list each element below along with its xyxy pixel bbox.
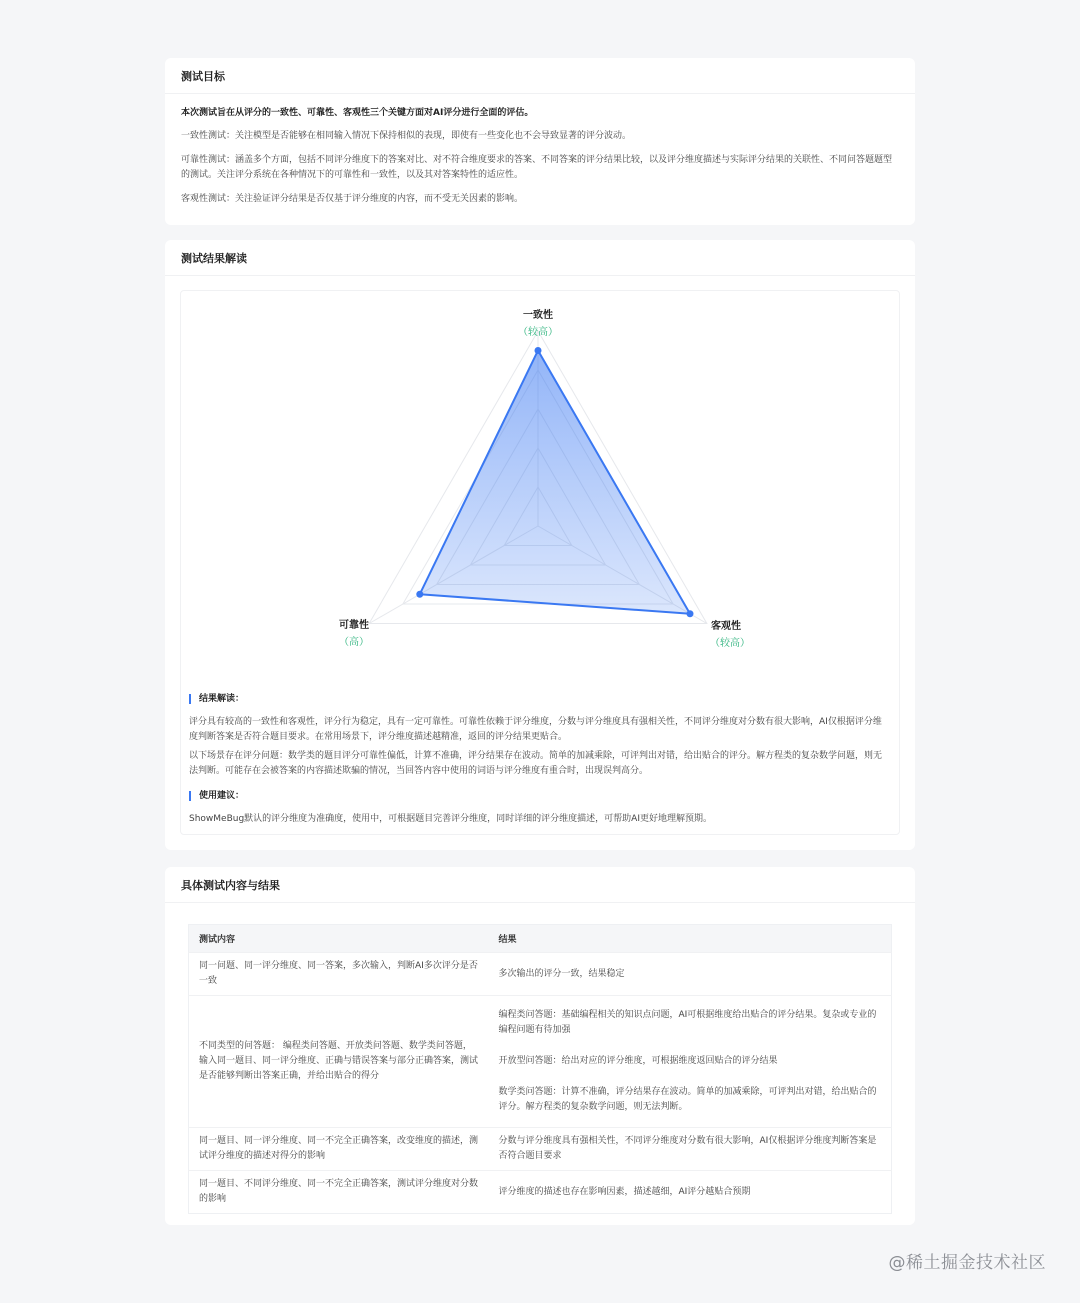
result-panel [180, 290, 900, 835]
axis-level-objectivity: （较高） [710, 638, 750, 649]
row-content: 同一题目、不同评分维度、同一不完全正确答案，测试评分维度对分数的影响 [189, 1171, 489, 1214]
row-content: 同一题目、同一评分维度、同一不完全正确答案，改变维度的描述，测试评分维度的描述对得分的影响 [189, 1128, 489, 1171]
row-result: 编程类问答题：基础编程相关的知识点问题，AI可根据维度给出贴合的评分结果。复杂或专业的编程问题有待加强 [498, 1010, 877, 1035]
axis-label-reliability: 可靠性 [339, 620, 369, 631]
header-result: 结果 [489, 925, 892, 953]
test-result-title: 测试结果解读 [165, 240, 915, 276]
goal-reliability-text: 可靠性测试：涵盖多个方面，包括不同评分维度下的答案对比、对不符合维度要求的答案、不同答案的评分结果比较，以及评分维度描述与实际评分结果的关联性、不同问答题题型的测试。关注评分系统在各种情况下的可靠性和一致性，以及其对答案特性的适应性。 [181, 155, 893, 180]
row-result: 评分维度的描述也存在影响因素，描述越细，AI评分越贴合预期 [489, 1171, 892, 1214]
goal-lead-text: 本次测试旨在从评分的一致性、可靠性、客观性三个关键方面对AI评分进行全面的评估。 [181, 108, 534, 118]
test-detail-card [165, 867, 915, 1225]
row-result: 开放型问答题：给出对应的评分维度，可根据维度返回贴合的评分结果 [498, 1056, 778, 1066]
axis-label-objectivity: 客观性 [711, 621, 741, 632]
radar-series-area [420, 351, 690, 614]
goal-objectivity-text: 客观性测试：关注验证评分结果是否仅基于评分维度的内容，而不受无关因素的影响。 [181, 194, 524, 204]
table-row [189, 1128, 892, 1171]
radar-point-2 [416, 591, 423, 598]
row-content: 同一问题、同一评分维度、同一答案，多次输入，判断AI多次评分是否一致 [189, 953, 489, 996]
watermark: @稀土掘金技术社区 [888, 1253, 1046, 1273]
interpretation-paragraph-1: 评分具有较高的一致性和客观性，评分行为稳定，具有一定可靠性。可靠性依赖于评分维度，分数与评分维度具有强相关性，不同评分维度对分数有很大影响，AI仅根据评分维度判断答案是否符合题目要求。在常用场景下，评分维度描述越精准，返回的评分结果更贴合。 [189, 717, 882, 742]
test-goal-card [165, 58, 915, 225]
axis-level-reliability: （高） [339, 637, 369, 648]
advice-text: ShowMeBug默认的评分维度为准确度，使用中，可根据题目完善评分维度，同时详细的评分维度描述，可帮助AI更好地理解预期。 [189, 814, 712, 824]
interpretation-paragraph-2: 以下场景存在评分问题：数学类的题目评分可靠性偏低，计算不准确，评分结果存在波动。简单的加减乘除，可评判出对错，给出贴合的评分。解方程类的复杂数学问题，则无法判断。可能存在会被答案的内容描述欺骗的情况，当回答内容中使用的词语与评分维度有重合时，出现误判高分。 [189, 751, 883, 776]
header-content: 测试内容 [189, 925, 489, 953]
table-header-row [189, 925, 892, 953]
row-content: 不同类型的问答题： 编程类问答题、开放类问答题、数学类问答题，输入同一题目、同一评分维度、正确与错误答案与部分正确答案，测试是否能够判断出答案正确，并给出贴合的得分 [189, 996, 489, 1128]
row-result: 数学类问答题：计算不准确，评分结果存在波动。简单的加减乘除，可评判出对错，给出贴合的评分。解方程类的复杂数学问题，则无法判断。 [498, 1087, 877, 1112]
detail-table [188, 924, 892, 1214]
radar-point-0 [535, 347, 542, 354]
axis-label-consistency: 一致性 [523, 310, 553, 321]
row-result-group [489, 996, 892, 1128]
advice-heading: 使用建议： [189, 791, 244, 801]
table-row [189, 953, 892, 996]
axis-level-consistency: （较高） [518, 327, 558, 338]
interpretation-heading: 结果解读： [189, 694, 244, 704]
radar-chart [181, 291, 901, 691]
test-result-card [165, 240, 915, 850]
table-row [189, 996, 892, 1128]
goal-consistency-text: 一致性测试：关注模型是否能够在相同输入情况下保持相似的表现，即使有一些变化也不会导致显著的评分波动。 [181, 131, 632, 141]
test-detail-title: 具体测试内容与结果 [165, 867, 915, 903]
row-result: 多次输出的评分一致，结果稳定 [489, 953, 892, 996]
test-goal-title: 测试目标 [165, 58, 915, 94]
row-result: 分数与评分维度具有强相关性，不同评分维度对分数有很大影响，AI仅根据评分维度判断答案是否符合题目要求 [489, 1128, 892, 1171]
table-row [189, 1171, 892, 1214]
